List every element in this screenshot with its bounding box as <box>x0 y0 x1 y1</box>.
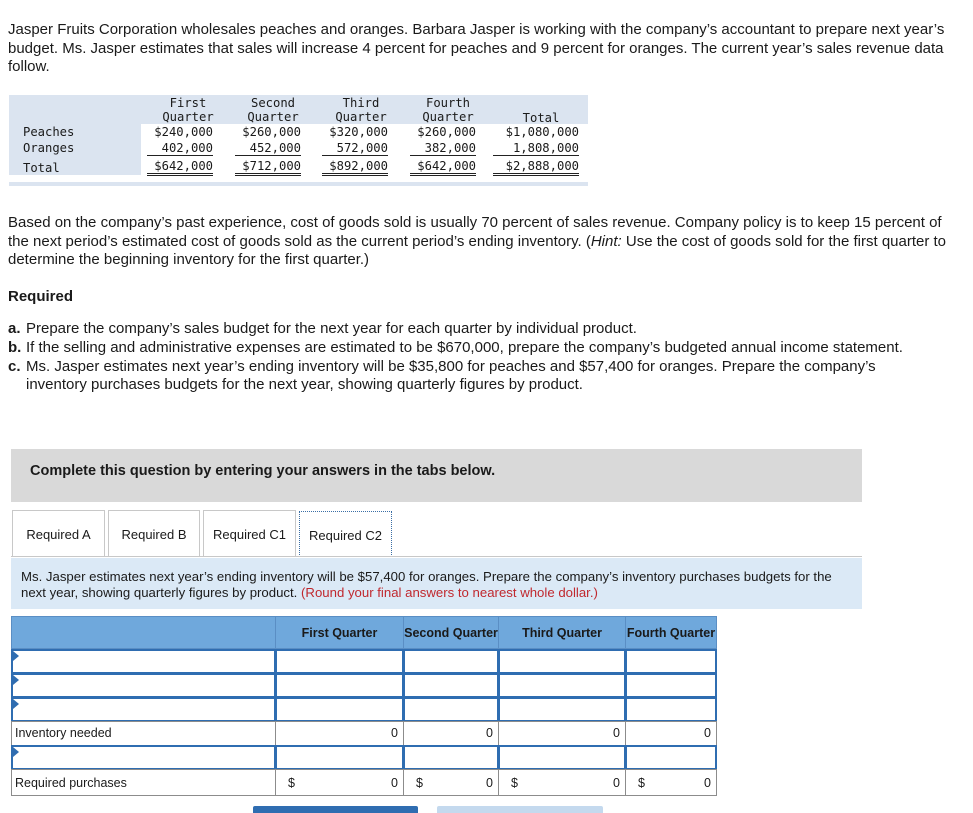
row5-q2-input[interactable] <box>403 745 499 770</box>
currency-symbol: $ <box>638 776 645 790</box>
row1-label-input[interactable] <box>11 649 276 674</box>
requirement-c <box>8 358 938 394</box>
cost-text-end: Use the cost of goods sold for the first quarter to determine the beginning inventory for the first quarter.) <box>8 232 947 268</box>
peaches-q3: $320,000 <box>329 125 388 139</box>
header-line: Quarter <box>335 110 387 124</box>
grid-header-second-quarter: Second Quarter <box>403 616 499 649</box>
tab-divider <box>11 556 862 557</box>
dropdown-marker-icon <box>13 699 19 709</box>
row3-q2-input[interactable] <box>403 697 499 722</box>
oranges-q3: 572,000 <box>322 141 388 156</box>
cell-value: 0 <box>613 776 620 790</box>
row5-q1-input[interactable] <box>275 745 404 770</box>
dropdown-marker-icon <box>13 747 19 757</box>
row2-label-input[interactable] <box>11 673 276 698</box>
instruction-panel <box>11 558 862 609</box>
cell-value: 0 <box>704 776 711 790</box>
currency-symbol: $ <box>416 776 423 790</box>
row2-q1-input[interactable] <box>275 673 404 698</box>
grid-header-label <box>11 616 276 649</box>
inventory-needed-q4 <box>625 721 717 746</box>
required-purchases-q2 <box>403 769 499 796</box>
requirement-letter: b. <box>8 339 22 356</box>
header-line: Third <box>342 96 380 110</box>
hint-label: Hint: <box>590 232 622 250</box>
previous-tab-button[interactable] <box>253 806 418 813</box>
header-line: Quarter <box>247 110 299 124</box>
row1-q1-input[interactable] <box>275 649 404 674</box>
required-purchases-q3 <box>498 769 626 796</box>
row1-q2-input[interactable] <box>403 649 499 674</box>
cell-value: 0 <box>613 726 620 740</box>
row3-label-input[interactable] <box>11 697 276 722</box>
requirement-text: If the selling and administrative expenses are estimated to be $670,000, prepare the company’s budgeted annual income statement. <box>26 339 903 356</box>
sales-data-table <box>9 95 588 191</box>
row5-q4-input[interactable] <box>625 745 717 770</box>
row2-q4-input[interactable] <box>625 673 717 698</box>
currency-symbol: $ <box>511 776 518 790</box>
header-fourth-quarter <box>417 96 479 124</box>
inventory-needed-q2 <box>403 721 499 746</box>
requirement-letter: a. <box>8 320 21 337</box>
total-q4: $642,000 <box>410 159 476 176</box>
peaches-q1: $240,000 <box>154 125 213 139</box>
cost-paragraph <box>8 214 960 270</box>
cell-value: 0 <box>486 726 493 740</box>
row2-q2-input[interactable] <box>403 673 499 698</box>
next-tab-button[interactable] <box>437 806 603 813</box>
total-q2: $712,000 <box>235 159 301 176</box>
requirement-letter: c. <box>8 358 21 375</box>
row5-label-input[interactable] <box>11 745 276 770</box>
row5-q3-input[interactable] <box>498 745 626 770</box>
dropdown-marker-icon <box>13 651 19 661</box>
header-third-quarter <box>330 96 392 124</box>
total-q3: $892,000 <box>322 159 388 176</box>
currency-symbol: $ <box>288 776 295 790</box>
inventory-needed-label: Inventory needed <box>15 726 112 740</box>
peaches-total: $1,080,000 <box>505 125 579 139</box>
oranges-q1: 402,000 <box>147 141 213 156</box>
inventory-needed-q3 <box>498 721 626 746</box>
header-line: Quarter <box>422 110 474 124</box>
grid-header-fourth-quarter: Fourth Quarter <box>625 616 717 649</box>
row-label-peaches: Peaches <box>23 125 75 139</box>
cell-value: 0 <box>391 776 398 790</box>
requirement-text: Ms. Jasper estimates next year’s ending inventory will be $35,800 for peaches and $57,400 for oranges. Prepare the company’s inventory purchases budgets for the next year, showing quarterly figures by product. <box>26 358 876 393</box>
requirement-b <box>8 339 938 357</box>
grid-header-first-quarter: First Quarter <box>275 616 404 649</box>
grid-header-third-quarter: Third Quarter <box>498 616 626 649</box>
total-total: $2,888,000 <box>493 159 579 176</box>
row1-q4-input[interactable] <box>625 649 717 674</box>
instruction-main: Ms. Jasper estimates next year’s ending inventory will be $57,400 for oranges. Prepare the company’s inventory purchases budgets for the next year, showing quarterly figures by product. <box>21 569 832 600</box>
row1-q3-input[interactable] <box>498 649 626 674</box>
purchases-budget-grid <box>11 616 717 797</box>
required-purchases-q4 <box>625 769 717 796</box>
header-second-quarter <box>242 96 304 124</box>
oranges-total: 1,808,000 <box>493 141 579 156</box>
required-purchases-label: Required purchases <box>15 776 127 790</box>
tab-required-c1[interactable]: Required C1 <box>203 510 296 557</box>
header-line: First <box>169 96 207 110</box>
cost-text: Based on the company’s past experience, cost of goods sold is usually 70 percent of sales revenue. Company policy is to keep 15 percent of the next period’s estimated cost of goods sold as the current period’s ending inventory. ( <box>8 214 942 250</box>
header-total: Total <box>522 111 560 125</box>
peaches-q2: $260,000 <box>242 125 301 139</box>
row2-q3-input[interactable] <box>498 673 626 698</box>
header-line: Second <box>250 96 296 110</box>
row-label-total: Total <box>23 161 60 175</box>
banner-text: Complete this question by entering your answers in the tabs below. <box>30 463 496 479</box>
required-purchases-q1 <box>275 769 404 796</box>
instructions-banner <box>11 449 862 502</box>
header-line: Quarter <box>162 110 214 124</box>
tab-required-c2[interactable]: Required C2 <box>299 511 392 557</box>
cell-value: 0 <box>391 726 398 740</box>
header-line: Fourth <box>425 96 471 110</box>
table-bottom-rule <box>9 182 588 186</box>
required-purchases-row <box>11 769 276 796</box>
cell-value: 0 <box>704 726 711 740</box>
requirements-list <box>8 320 938 394</box>
row3-q4-input[interactable] <box>625 697 717 722</box>
required-heading: Required <box>8 288 74 305</box>
intro-paragraph: Jasper Fruits Corporation wholesales peaches and oranges. Barbara Jasper is working with the company’s accountant to prepare next year’s budget. Ms. Jasper estimates that sales will increase 4 percent for peaches and 9 percent for oranges. The current year’s sales revenue data follow. <box>8 21 945 75</box>
inventory-needed-row <box>11 721 276 746</box>
oranges-q4: 382,000 <box>410 141 476 156</box>
total-q1: $642,000 <box>147 159 213 176</box>
instruction-text <box>21 569 851 601</box>
peaches-q4: $260,000 <box>417 125 476 139</box>
cell-value: 0 <box>486 776 493 790</box>
rounding-note: (Round your final answers to nearest whole dollar.) <box>301 585 598 600</box>
tab-required-b[interactable]: Required B <box>108 510 200 557</box>
header-first-quarter <box>157 96 219 124</box>
oranges-q2: 452,000 <box>235 141 301 156</box>
row-label-oranges: Oranges <box>23 141 75 155</box>
row3-q1-input[interactable] <box>275 697 404 722</box>
inventory-needed-q1 <box>275 721 404 746</box>
requirement-text: Prepare the company’s sales budget for the next year for each quarter by individual product. <box>26 320 637 337</box>
row3-q3-input[interactable] <box>498 697 626 722</box>
dropdown-marker-icon <box>13 675 19 685</box>
requirement-a <box>8 320 938 338</box>
tab-required-a[interactable]: Required A <box>12 510 105 557</box>
